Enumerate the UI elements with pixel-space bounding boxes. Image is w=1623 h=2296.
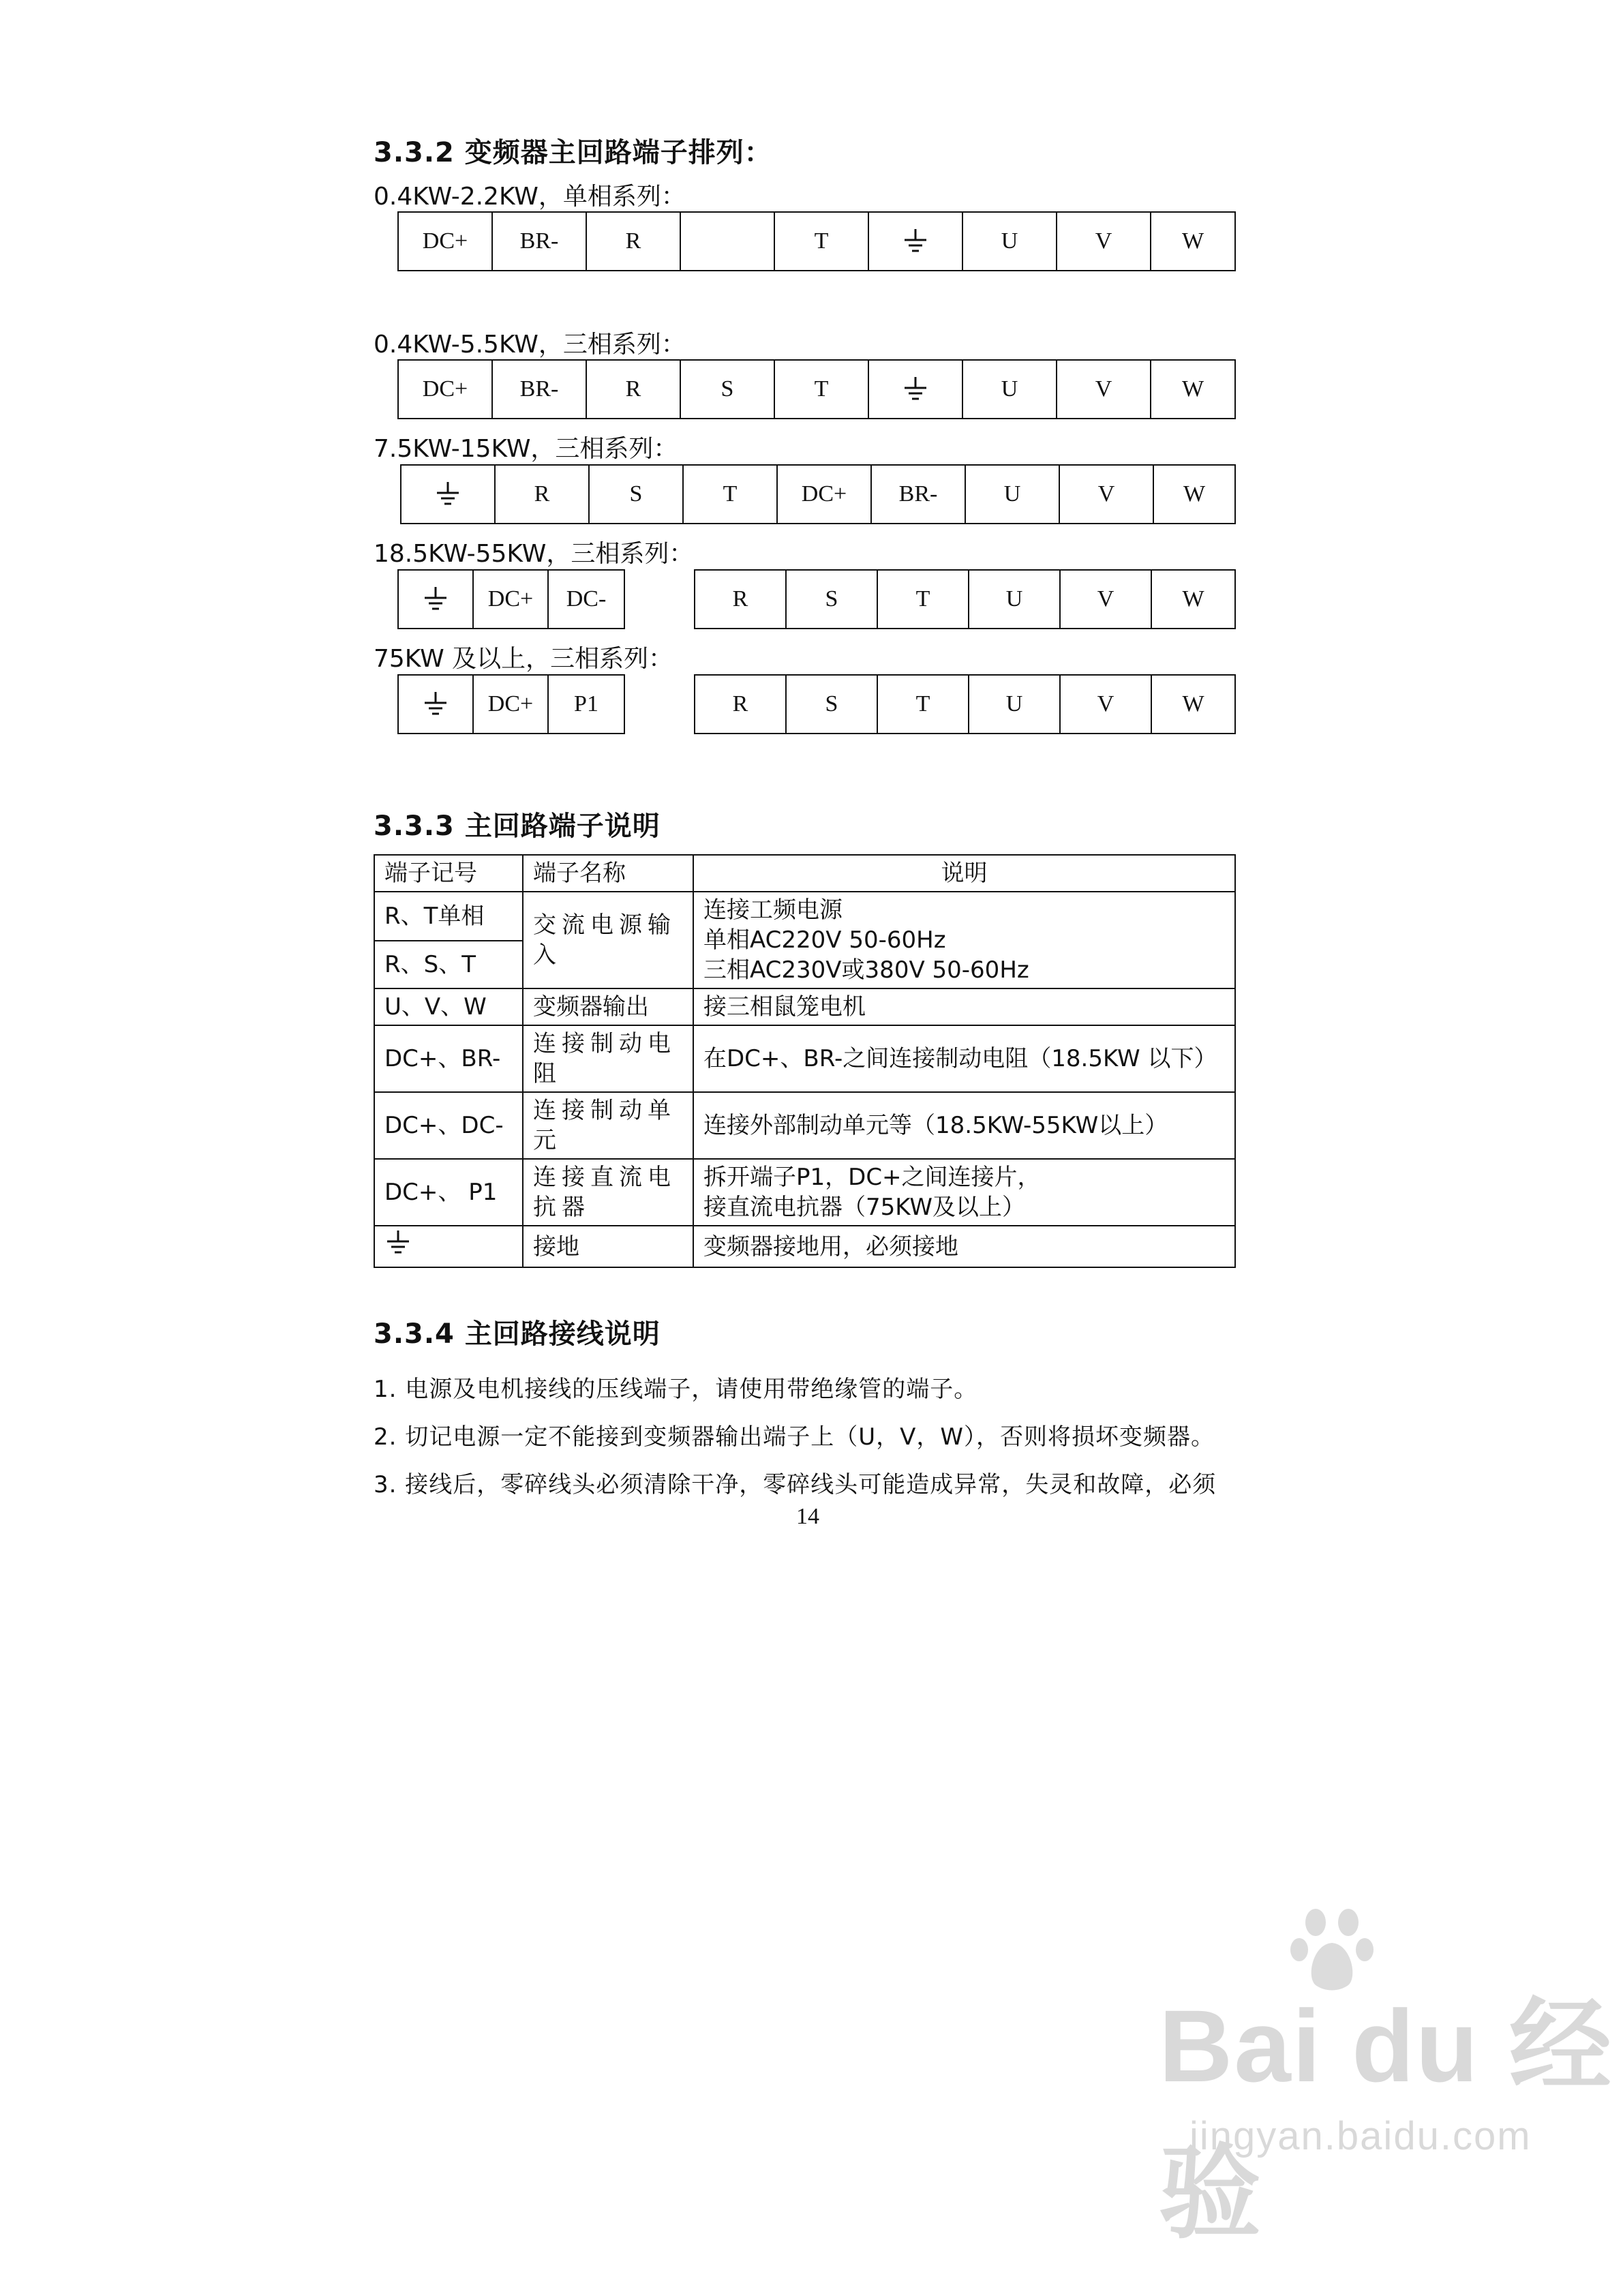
terminal-cell: S [590, 466, 684, 523]
terminal-cell: W [1181, 228, 1204, 254]
ground-icon [384, 1229, 412, 1256]
terminal-strip-5-right [694, 674, 1236, 734]
terminal-cell: V [1060, 466, 1154, 523]
terminal-cell: U [969, 571, 1061, 628]
ground-terminal-cell [869, 361, 963, 418]
table-cell-symbol: DC+、DC- [374, 1092, 523, 1159]
terminal-cell: V [1061, 571, 1152, 628]
terminal-cell: DC+ [474, 676, 549, 733]
table-cell-desc: 拆开端子P1，DC+之间连接片， 接直流电抗器（75KW及以上） [693, 1159, 1235, 1226]
series-label-2: 0.4KW-5.5KW，三相系列： [374, 331, 686, 359]
table-cell-desc: 连接工频电源 单相AC220V 50-60Hz 三相AC230V或380V 50-60Hz [693, 892, 1235, 988]
table-header: 端子记号 [374, 855, 523, 892]
terminal-cell: DC+ [399, 213, 493, 270]
terminal-cell: U [963, 213, 1057, 270]
table-cell-symbol: R、S、T [374, 941, 523, 988]
series-label-4: 18.5KW-55KW，三相系列： [374, 540, 694, 568]
terminal-cell: DC+ [474, 571, 549, 628]
terminal-cell: S [681, 361, 775, 418]
terminal-cell: BR- [872, 466, 966, 523]
series-label-1: 0.4KW-2.2KW，单相系列： [374, 183, 686, 211]
terminal-cell: T [775, 361, 869, 418]
watermark-logo: Bai du 经验 [1159, 1989, 1613, 2250]
section-334-title: 3.3.4 主回路接线说明 [374, 1318, 661, 1350]
ground-terminal-cell [401, 466, 496, 523]
ground-icon [902, 228, 929, 255]
page-number: 14 [796, 1504, 819, 1529]
instruction-item: 3. 接线后，零碎线头必须清除干净，零碎线头可能造成异常，失灵和故障，必须 [374, 1471, 1217, 1498]
table-cell-name: 交流电源输入 [523, 892, 693, 988]
series-label-3: 7.5KW-15KW，三相系列： [374, 435, 678, 463]
table-cell-desc: 在DC+、BR-之间连接制动电阻（18.5KW 以下） [693, 1025, 1235, 1092]
terminal-cell: R [587, 361, 681, 418]
terminal-cell: T [775, 213, 869, 270]
terminal-cell: U [963, 361, 1057, 418]
terminal-cell: P1 [574, 691, 598, 716]
ground-icon [422, 586, 449, 613]
ground-icon [434, 481, 461, 508]
terminal-cell: R [496, 466, 590, 523]
ground-terminal-cell [869, 213, 963, 270]
table-cell-name: 连接直流电抗器 [523, 1159, 693, 1226]
terminal-cell: DC- [566, 586, 607, 611]
terminal-cell: V [1057, 213, 1151, 270]
terminal-cell: U [966, 466, 1060, 523]
ground-symbol-cell [374, 1226, 523, 1267]
table-cell-desc: 接三相鼠笼电机 [693, 988, 1235, 1025]
terminal-strip-5-left [397, 674, 625, 734]
table-cell-symbol: DC+、 P1 [374, 1159, 523, 1226]
terminal-strip-3 [400, 464, 1236, 524]
terminal-cell: R [695, 571, 787, 628]
ground-terminal-cell [399, 571, 474, 628]
instruction-item: 1. 电源及电机接线的压线端子，请使用带绝缘管的端子。 [374, 1376, 978, 1403]
table-cell-name: 变频器输出 [523, 988, 693, 1025]
terminal-strip-4-right [694, 569, 1236, 629]
terminal-cell: V [1061, 676, 1152, 733]
terminal-cell: DC+ [778, 466, 872, 523]
table-cell-desc: 连接外部制动单元等（18.5KW-55KW以上） [693, 1092, 1235, 1159]
table-cell-desc: 变频器接地用，必须接地 [693, 1226, 1235, 1267]
ground-terminal-cell [399, 676, 474, 733]
table-header: 说明 [693, 855, 1235, 892]
section-333-title: 3.3.3 主回路端子说明 [374, 811, 661, 842]
terminal-cell: R [695, 676, 787, 733]
terminal-strip-2 [397, 359, 1236, 419]
terminal-cell: W [1181, 376, 1204, 402]
table-header: 端子名称 [523, 855, 693, 892]
terminal-cell: W [1183, 481, 1206, 507]
table-cell-name: 接地 [523, 1226, 693, 1267]
terminal-cell: DC+ [399, 361, 493, 418]
terminal-cell: S [787, 571, 878, 628]
table-cell-name: 连接制动单元 [523, 1092, 693, 1159]
terminal-cell: R [587, 213, 681, 270]
table-cell-symbol: DC+、BR- [374, 1025, 523, 1092]
ground-icon [902, 376, 929, 403]
ground-icon [422, 691, 449, 718]
terminal-description-table [374, 854, 1236, 1268]
watermark-url: jingyan.baidu.com [1189, 2114, 1532, 2158]
instruction-item: 2. 切记电源一定不能接到变频器输出端子上（U，V，W），否则将损坏变频器。 [374, 1423, 1215, 1451]
terminal-cell: W [1182, 691, 1204, 716]
terminal-strip-4-left [397, 569, 625, 629]
terminal-strip-1 [397, 211, 1236, 271]
terminal-cell: W [1182, 586, 1204, 611]
terminal-cell: T [878, 571, 969, 628]
section-332-title: 3.3.2 变频器主回路端子排列： [374, 137, 772, 168]
table-cell-symbol: U、V、W [374, 988, 523, 1025]
table-cell-name: 连接制动电阻 [523, 1025, 693, 1092]
terminal-cell: BR- [493, 213, 587, 270]
terminal-cell: BR- [493, 361, 587, 418]
terminal-cell-empty [681, 213, 775, 270]
terminal-cell: S [787, 676, 878, 733]
terminal-cell: V [1057, 361, 1151, 418]
terminal-cell: T [684, 466, 778, 523]
table-cell-symbol: R、T单相 [374, 892, 523, 941]
terminal-cell: U [969, 676, 1061, 733]
terminal-cell: T [878, 676, 969, 733]
series-label-5: 75KW 及以上，三相系列： [374, 645, 673, 673]
